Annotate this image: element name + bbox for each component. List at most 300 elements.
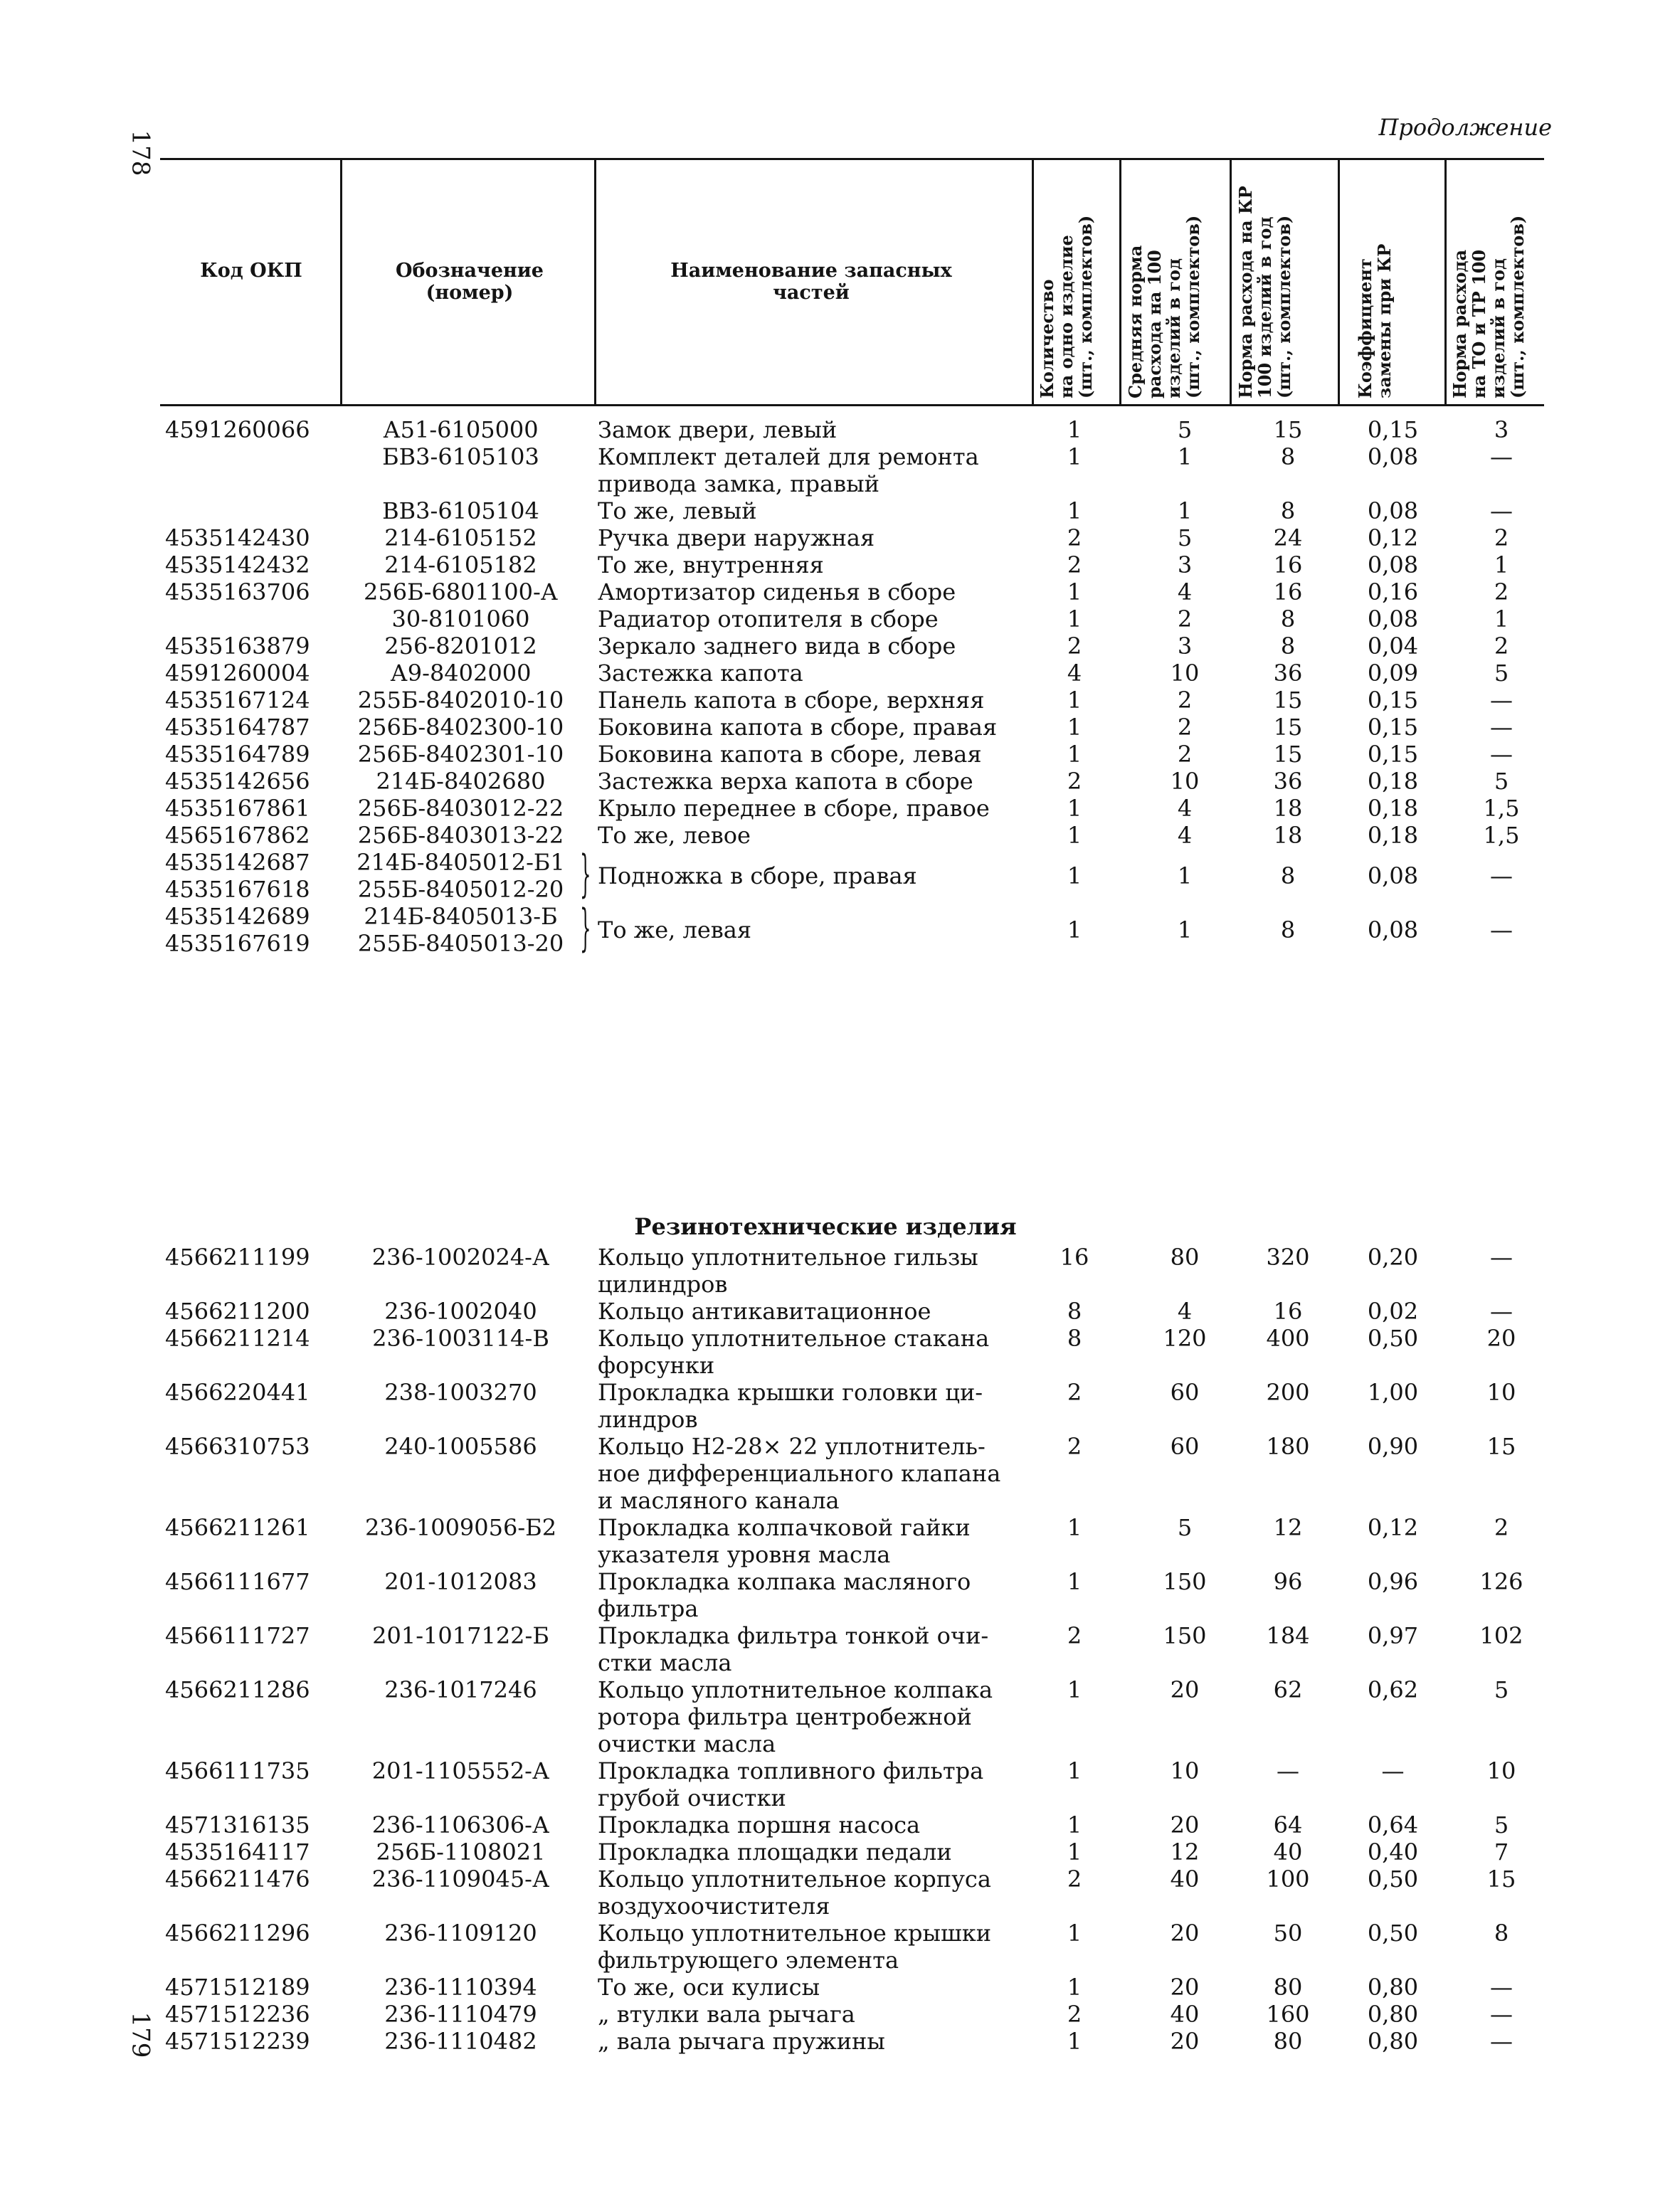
kr-coefficient: 0,08 bbox=[1367, 862, 1419, 889]
avg-norm: 12 bbox=[1170, 1839, 1200, 1866]
kr-norm: 64 bbox=[1273, 1811, 1303, 1839]
tr-norm: 2 bbox=[1494, 1514, 1509, 1541]
okp-code: 4566111735 bbox=[165, 1757, 310, 1784]
okp-code: 4535142430 bbox=[165, 524, 310, 551]
kr-norm: 15 bbox=[1273, 741, 1303, 768]
kr-coefficient: 0,20 bbox=[1367, 1244, 1419, 1271]
kr-norm: 40 bbox=[1273, 1839, 1303, 1866]
designation: 255Б-8405012-20 bbox=[357, 876, 564, 903]
header-divider bbox=[1032, 158, 1034, 406]
qty-per-item: 2 bbox=[1067, 768, 1082, 795]
designation: 214-6105182 bbox=[384, 551, 537, 578]
part-name: Боковина капота в сборе, левая bbox=[598, 741, 982, 768]
okp-code: 4591260004 bbox=[165, 660, 310, 687]
kr-coefficient: 0,08 bbox=[1367, 443, 1419, 470]
kr-norm: 8 bbox=[1280, 443, 1296, 470]
okp-code: 4535167618 bbox=[165, 876, 310, 903]
header-top-rule bbox=[160, 158, 1544, 160]
designation: 214Б-8405013-Б bbox=[364, 903, 558, 930]
okp-code: 4535164789 bbox=[165, 741, 310, 768]
kr-norm: 18 bbox=[1273, 822, 1303, 849]
tr-norm: 102 bbox=[1479, 1622, 1523, 1649]
okp-code: 4535163879 bbox=[165, 633, 310, 660]
part-name: То же, левая bbox=[598, 916, 752, 943]
kr-norm: 36 bbox=[1273, 768, 1303, 795]
designation: 240-1005586 bbox=[384, 1433, 537, 1460]
part-name: Панель капота в сборе, верхняя bbox=[598, 687, 985, 714]
designation: 214Б-8405012-Б1 bbox=[356, 849, 565, 876]
designation: 236-1002024-А bbox=[371, 1244, 550, 1271]
continuation-label: Продолжение bbox=[1378, 114, 1552, 141]
avg-norm: 150 bbox=[1163, 1568, 1207, 1595]
part-name: Боковина капота в сборе, правая bbox=[598, 714, 998, 741]
kr-norm: — bbox=[1277, 1757, 1299, 1784]
okp-code: 4566211200 bbox=[165, 1298, 310, 1325]
avg-norm: 20 bbox=[1170, 1811, 1200, 1839]
part-name-cont: грубой очистки bbox=[598, 1784, 786, 1811]
part-name: То же, оси кулисы bbox=[598, 1974, 820, 2001]
header-divider bbox=[1444, 158, 1447, 406]
okp-code: 4566111727 bbox=[165, 1622, 310, 1649]
tr-norm: 3 bbox=[1494, 416, 1509, 443]
avg-norm: 20 bbox=[1170, 1676, 1200, 1703]
avg-norm: 60 bbox=[1170, 1379, 1200, 1406]
kr-coefficient: 0,18 bbox=[1367, 822, 1419, 849]
header-designation: Обозначение (номер) bbox=[396, 260, 544, 304]
header-avg-norm: Средняя норма расхода на 100 изделий в год (шт., комплектов) bbox=[1125, 215, 1203, 398]
designation: 236-1110479 bbox=[384, 2001, 537, 2028]
designation: 256Б-6801100-А bbox=[364, 578, 558, 605]
part-name-cont: цилиндров bbox=[598, 1271, 728, 1298]
qty-per-item: 2 bbox=[1067, 2001, 1082, 2028]
header-divider bbox=[1119, 158, 1121, 406]
section-title: Резинотехнические изделия bbox=[634, 1213, 1017, 1240]
part-name-cont: привода замка, правый bbox=[598, 470, 879, 497]
part-name: Ручка двери наружная bbox=[598, 524, 875, 551]
qty-per-item: 1 bbox=[1067, 1514, 1082, 1541]
qty-per-item: 1 bbox=[1067, 741, 1082, 768]
qty-per-item: 2 bbox=[1067, 524, 1082, 551]
group-brace: } bbox=[580, 845, 591, 903]
avg-norm: 10 bbox=[1170, 660, 1200, 687]
kr-norm: 16 bbox=[1273, 578, 1303, 605]
qty-per-item: 1 bbox=[1067, 1839, 1082, 1866]
okp-code: 4566310753 bbox=[165, 1433, 310, 1460]
okp-code: 4566211261 bbox=[165, 1514, 310, 1541]
part-name: Кольцо Н2-28× 22 уплотнитель- bbox=[598, 1433, 986, 1460]
qty-per-item: 2 bbox=[1067, 1379, 1082, 1406]
qty-per-item: 1 bbox=[1067, 795, 1082, 822]
part-name: Кольцо уплотнительное гильзы bbox=[598, 1244, 978, 1271]
tr-norm: 5 bbox=[1494, 660, 1509, 687]
tr-norm: — bbox=[1490, 1298, 1513, 1325]
part-name-cont: линдров bbox=[598, 1406, 698, 1433]
okp-code: 4566211214 bbox=[165, 1325, 310, 1352]
part-name-cont: ротора фильтра центробежной bbox=[598, 1703, 972, 1730]
qty-per-item: 2 bbox=[1067, 551, 1082, 578]
qty-per-item: 1 bbox=[1067, 416, 1082, 443]
avg-norm: 20 bbox=[1170, 2028, 1200, 2055]
qty-per-item: 2 bbox=[1067, 1433, 1082, 1460]
avg-norm: 2 bbox=[1177, 605, 1193, 633]
avg-norm: 5 bbox=[1177, 1514, 1193, 1541]
kr-norm: 15 bbox=[1273, 714, 1303, 741]
qty-per-item: 1 bbox=[1067, 497, 1082, 524]
kr-norm: 400 bbox=[1266, 1325, 1310, 1352]
kr-norm: 8 bbox=[1280, 916, 1296, 943]
designation: 214-6105152 bbox=[384, 524, 537, 551]
designation: 201-1012083 bbox=[384, 1568, 537, 1595]
designation: А9-8402000 bbox=[390, 660, 532, 687]
tr-norm: 1 bbox=[1494, 551, 1509, 578]
kr-coefficient: 0,16 bbox=[1367, 578, 1419, 605]
kr-norm: 15 bbox=[1273, 687, 1303, 714]
okp-code: 4571512189 bbox=[165, 1974, 310, 2001]
part-name: Кольцо уплотнительное стакана bbox=[598, 1325, 990, 1352]
qty-per-item: 1 bbox=[1067, 1974, 1082, 2001]
avg-norm: 5 bbox=[1177, 416, 1193, 443]
avg-norm: 2 bbox=[1177, 687, 1193, 714]
part-name: Прокладка колпачковой гайки bbox=[598, 1514, 971, 1541]
tr-norm: — bbox=[1490, 1974, 1513, 2001]
designation: 236-1109120 bbox=[384, 1920, 537, 1947]
qty-per-item: 1 bbox=[1067, 714, 1082, 741]
designation: 236-1106306-А bbox=[371, 1811, 550, 1839]
okp-code: 4566211476 bbox=[165, 1866, 310, 1893]
designation: 30-8101060 bbox=[391, 605, 530, 633]
kr-norm: 16 bbox=[1273, 1298, 1303, 1325]
designation: 256Б-8403013-22 bbox=[357, 822, 564, 849]
kr-coefficient: 0,15 bbox=[1367, 687, 1419, 714]
kr-norm: 96 bbox=[1273, 1568, 1303, 1595]
tr-norm: 1,5 bbox=[1483, 795, 1520, 822]
qty-per-item: 1 bbox=[1067, 605, 1082, 633]
tr-norm: 5 bbox=[1494, 1811, 1509, 1839]
avg-norm: 20 bbox=[1170, 1920, 1200, 1947]
avg-norm: 20 bbox=[1170, 1974, 1200, 2001]
avg-norm: 5 bbox=[1177, 524, 1193, 551]
avg-norm: 3 bbox=[1177, 633, 1193, 660]
part-name-cont: форсунки bbox=[598, 1352, 715, 1379]
page-number-bottom: 179 bbox=[126, 2011, 155, 2058]
qty-per-item: 1 bbox=[1067, 1811, 1082, 1839]
okp-code: 4535142689 bbox=[165, 903, 310, 930]
tr-norm: — bbox=[1490, 497, 1513, 524]
tr-norm: — bbox=[1490, 2001, 1513, 2028]
tr-norm: 10 bbox=[1486, 1379, 1516, 1406]
avg-norm: 60 bbox=[1170, 1433, 1200, 1460]
part-name: Кольцо антикавитационное bbox=[598, 1298, 931, 1325]
kr-coefficient: 0,15 bbox=[1367, 714, 1419, 741]
kr-coefficient: 0,18 bbox=[1367, 768, 1419, 795]
avg-norm: 80 bbox=[1170, 1244, 1200, 1271]
kr-coefficient: 0,80 bbox=[1367, 2001, 1419, 2028]
avg-norm: 4 bbox=[1177, 578, 1193, 605]
qty-per-item: 1 bbox=[1067, 2028, 1082, 2055]
part-name: Прокладка колпака масляного bbox=[598, 1568, 971, 1595]
part-name: Прокладка фильтра тонкой очи- bbox=[598, 1622, 989, 1649]
part-name: Амортизатор сиденья в сборе bbox=[598, 578, 956, 605]
designation: 201-1017122-Б bbox=[372, 1622, 549, 1649]
part-name: То же, левый bbox=[598, 497, 757, 524]
kr-norm: 184 bbox=[1266, 1622, 1310, 1649]
part-name: Застежка капота bbox=[598, 660, 803, 687]
part-name: Подножка в сборе, правая bbox=[598, 862, 917, 889]
okp-code: 4535163706 bbox=[165, 578, 310, 605]
kr-norm: 18 bbox=[1273, 795, 1303, 822]
designation: 236-1110482 bbox=[384, 2028, 537, 2055]
part-name: То же, внутренняя bbox=[598, 551, 824, 578]
kr-coefficient: 0,50 bbox=[1367, 1920, 1419, 1947]
okp-code: 4566111677 bbox=[165, 1568, 310, 1595]
designation: 236-1003114-В bbox=[372, 1325, 549, 1352]
kr-norm: 160 bbox=[1266, 2001, 1310, 2028]
tr-norm: 15 bbox=[1486, 1433, 1516, 1460]
kr-coefficient: — bbox=[1381, 1757, 1405, 1784]
part-name: Крыло переднее в сборе, правое bbox=[598, 795, 990, 822]
header-bottom-rule bbox=[160, 404, 1544, 406]
designation: 236-1009056-Б2 bbox=[364, 1514, 557, 1541]
header-kr-coef: Коэффициент замены при КР bbox=[1355, 243, 1395, 398]
tr-norm: 126 bbox=[1479, 1568, 1523, 1595]
kr-coefficient: 0,15 bbox=[1367, 741, 1419, 768]
tr-norm: 20 bbox=[1486, 1325, 1516, 1352]
tr-norm: 2 bbox=[1494, 578, 1509, 605]
part-name: Комплект деталей для ремонта bbox=[598, 443, 979, 470]
okp-code: 4535167861 bbox=[165, 795, 310, 822]
kr-norm: 62 bbox=[1273, 1676, 1303, 1703]
part-name: Застежка верха капота в сборе bbox=[598, 768, 973, 795]
kr-coefficient: 0,90 bbox=[1367, 1433, 1419, 1460]
kr-norm: 320 bbox=[1266, 1244, 1310, 1271]
kr-norm: 16 bbox=[1273, 551, 1303, 578]
kr-coefficient: 0,08 bbox=[1367, 497, 1419, 524]
okp-code: 4535167619 bbox=[165, 930, 310, 957]
okp-code: 4571316135 bbox=[165, 1811, 310, 1839]
qty-per-item: 16 bbox=[1060, 1244, 1089, 1271]
avg-norm: 2 bbox=[1177, 741, 1193, 768]
kr-coefficient: 0,12 bbox=[1367, 1514, 1419, 1541]
avg-norm: 10 bbox=[1170, 768, 1200, 795]
qty-per-item: 2 bbox=[1067, 633, 1082, 660]
kr-norm: 8 bbox=[1280, 633, 1296, 660]
designation: 201-1105552-А bbox=[371, 1757, 550, 1784]
avg-norm: 1 bbox=[1177, 497, 1193, 524]
part-name: Прокладка топливного фильтра bbox=[598, 1757, 984, 1784]
tr-norm: — bbox=[1490, 2028, 1513, 2055]
part-name: Прокладка площадки педали bbox=[598, 1839, 952, 1866]
tr-norm: 5 bbox=[1494, 768, 1509, 795]
kr-coefficient: 0,50 bbox=[1367, 1866, 1419, 1893]
part-name: Кольцо уплотнительное корпуса bbox=[598, 1866, 991, 1893]
designation: 256Б-8403012-22 bbox=[357, 795, 564, 822]
tr-norm: 8 bbox=[1494, 1920, 1509, 1947]
kr-coefficient: 0,18 bbox=[1367, 795, 1419, 822]
designation: 256-8201012 bbox=[384, 633, 537, 660]
avg-norm: 150 bbox=[1163, 1622, 1207, 1649]
kr-coefficient: 0,97 bbox=[1367, 1622, 1419, 1649]
kr-norm: 8 bbox=[1280, 497, 1296, 524]
part-name: „ втулки вала рычага bbox=[598, 2001, 855, 2028]
designation: 256Б-1108021 bbox=[376, 1839, 546, 1866]
qty-per-item: 4 bbox=[1067, 660, 1082, 687]
okp-code: 4566211199 bbox=[165, 1244, 310, 1271]
tr-norm: — bbox=[1490, 687, 1513, 714]
kr-norm: 50 bbox=[1273, 1920, 1303, 1947]
part-name-cont: стки масла bbox=[598, 1649, 732, 1676]
avg-norm: 4 bbox=[1177, 1298, 1193, 1325]
kr-coefficient: 0,09 bbox=[1367, 660, 1419, 687]
tr-norm: — bbox=[1490, 1244, 1513, 1271]
designation: 214Б-8402680 bbox=[376, 768, 546, 795]
designation: 256Б-8402301-10 bbox=[357, 741, 564, 768]
header-qty: Количество на одно изделие (шт., комплектов) bbox=[1037, 215, 1096, 398]
qty-per-item: 1 bbox=[1067, 687, 1082, 714]
qty-per-item: 2 bbox=[1067, 1622, 1082, 1649]
part-name-cont: указателя уровня масла bbox=[598, 1541, 891, 1568]
kr-norm: 80 bbox=[1273, 2028, 1303, 2055]
kr-coefficient: 0,08 bbox=[1367, 551, 1419, 578]
part-name-cont: ное дифференциального клапана bbox=[598, 1460, 1001, 1487]
qty-per-item: 1 bbox=[1067, 822, 1082, 849]
qty-per-item: 8 bbox=[1067, 1298, 1082, 1325]
okp-code: 4566220441 bbox=[165, 1379, 310, 1406]
avg-norm: 40 bbox=[1170, 1866, 1200, 1893]
header-divider bbox=[1230, 158, 1232, 406]
part-name-cont: и масляного канала bbox=[598, 1487, 840, 1514]
avg-norm: 1 bbox=[1177, 916, 1193, 943]
tr-norm: 5 bbox=[1494, 1676, 1509, 1703]
header-name: Наименование запасных частей bbox=[670, 260, 952, 304]
kr-norm: 8 bbox=[1280, 605, 1296, 633]
qty-per-item: 2 bbox=[1067, 1866, 1082, 1893]
tr-norm: 1,5 bbox=[1483, 822, 1520, 849]
designation: 236-1109045-А bbox=[371, 1866, 550, 1893]
avg-norm: 1 bbox=[1177, 443, 1193, 470]
part-name: Прокладка поршня насоса bbox=[598, 1811, 921, 1839]
kr-norm: 24 bbox=[1273, 524, 1303, 551]
header-divider bbox=[1338, 158, 1340, 406]
avg-norm: 10 bbox=[1170, 1757, 1200, 1784]
okp-code: 4591260066 bbox=[165, 416, 310, 443]
designation: А51-6105000 bbox=[383, 416, 539, 443]
okp-code: 4535142656 bbox=[165, 768, 310, 795]
designation: 256Б-8402300-10 bbox=[357, 714, 564, 741]
avg-norm: 4 bbox=[1177, 795, 1193, 822]
part-name-cont: очистки масла bbox=[598, 1730, 776, 1757]
kr-coefficient: 0,50 bbox=[1367, 1325, 1419, 1352]
avg-norm: 3 bbox=[1177, 551, 1193, 578]
group-brace: } bbox=[580, 899, 591, 957]
part-name: Прокладка крышки головки ци- bbox=[598, 1379, 983, 1406]
kr-coefficient: 1,00 bbox=[1367, 1379, 1419, 1406]
okp-code: 4565167862 bbox=[165, 822, 310, 849]
designation: 236-1110394 bbox=[384, 1974, 537, 2001]
kr-norm: 100 bbox=[1266, 1866, 1310, 1893]
page-number-top: 178 bbox=[126, 129, 155, 176]
okp-code: 4535142687 bbox=[165, 849, 310, 876]
kr-norm: 200 bbox=[1266, 1379, 1310, 1406]
tr-norm: — bbox=[1490, 916, 1513, 943]
header-divider bbox=[340, 158, 342, 406]
kr-norm: 8 bbox=[1280, 862, 1296, 889]
tr-norm: 7 bbox=[1494, 1839, 1509, 1866]
qty-per-item: 1 bbox=[1067, 1920, 1082, 1947]
part-name: Кольцо уплотнительное колпака bbox=[598, 1676, 993, 1703]
kr-coefficient: 0,02 bbox=[1367, 1298, 1419, 1325]
tr-norm: — bbox=[1490, 714, 1513, 741]
designation: 238-1003270 bbox=[384, 1379, 537, 1406]
tr-norm: 15 bbox=[1486, 1866, 1516, 1893]
kr-coefficient: 0,96 bbox=[1367, 1568, 1419, 1595]
qty-per-item: 1 bbox=[1067, 1757, 1082, 1784]
part-name: Замок двери, левый bbox=[598, 416, 838, 443]
tr-norm: — bbox=[1490, 862, 1513, 889]
designation: 236-1002040 bbox=[384, 1298, 537, 1325]
header-divider bbox=[594, 158, 596, 406]
kr-norm: 180 bbox=[1266, 1433, 1310, 1460]
qty-per-item: 1 bbox=[1067, 578, 1082, 605]
okp-code: 4566211286 bbox=[165, 1676, 310, 1703]
avg-norm: 4 bbox=[1177, 822, 1193, 849]
qty-per-item: 1 bbox=[1067, 1568, 1082, 1595]
tr-norm: 2 bbox=[1494, 633, 1509, 660]
tr-norm: — bbox=[1490, 443, 1513, 470]
qty-per-item: 1 bbox=[1067, 443, 1082, 470]
okp-code: 4535142432 bbox=[165, 551, 310, 578]
tr-norm: 2 bbox=[1494, 524, 1509, 551]
kr-coefficient: 0,40 bbox=[1367, 1839, 1419, 1866]
avg-norm: 120 bbox=[1163, 1325, 1207, 1352]
kr-norm: 36 bbox=[1273, 660, 1303, 687]
kr-coefficient: 0,04 bbox=[1367, 633, 1419, 660]
kr-coefficient: 0,62 bbox=[1367, 1676, 1419, 1703]
part-name-cont: воздухоочистителя bbox=[598, 1893, 830, 1920]
okp-code: 4571512239 bbox=[165, 2028, 310, 2055]
avg-norm: 2 bbox=[1177, 714, 1193, 741]
part-name-cont: фильтра bbox=[598, 1595, 699, 1622]
tr-norm: — bbox=[1490, 741, 1513, 768]
header-kr-norm: Норма расхода на КР 100 изделий в год (шт., комплектов) bbox=[1235, 186, 1294, 398]
designation: 255Б-8402010-10 bbox=[357, 687, 564, 714]
part-name-cont: фильтрующего элемента bbox=[598, 1947, 899, 1974]
kr-coefficient: 0,08 bbox=[1367, 605, 1419, 633]
kr-coefficient: 0,64 bbox=[1367, 1811, 1419, 1839]
part-name: То же, левое bbox=[598, 822, 751, 849]
designation: ВВ3-6105104 bbox=[382, 497, 539, 524]
kr-coefficient: 0,80 bbox=[1367, 1974, 1419, 2001]
kr-coefficient: 0,80 bbox=[1367, 2028, 1419, 2055]
okp-code: 4535167124 bbox=[165, 687, 310, 714]
kr-coefficient: 0,08 bbox=[1367, 916, 1419, 943]
header-tr-norm: Норма расхода на ТО и ТР 100 изделий в год (шт., комплектов) bbox=[1449, 215, 1528, 398]
designation: 236-1017246 bbox=[384, 1676, 537, 1703]
part-name: „ вала рычага пружины bbox=[598, 2028, 885, 2055]
qty-per-item: 1 bbox=[1067, 916, 1082, 943]
qty-per-item: 1 bbox=[1067, 1676, 1082, 1703]
kr-norm: 15 bbox=[1273, 416, 1303, 443]
avg-norm: 40 bbox=[1170, 2001, 1200, 2028]
avg-norm: 1 bbox=[1177, 862, 1193, 889]
designation: 255Б-8405013-20 bbox=[357, 930, 564, 957]
designation: БВ3-6105103 bbox=[382, 443, 539, 470]
kr-norm: 12 bbox=[1273, 1514, 1303, 1541]
okp-code: 4535164787 bbox=[165, 714, 310, 741]
tr-norm: 10 bbox=[1486, 1757, 1516, 1784]
okp-code: 4571512236 bbox=[165, 2001, 310, 2028]
part-name: Зеркало заднего вида в сборе bbox=[598, 633, 956, 660]
kr-norm: 80 bbox=[1273, 1974, 1303, 2001]
